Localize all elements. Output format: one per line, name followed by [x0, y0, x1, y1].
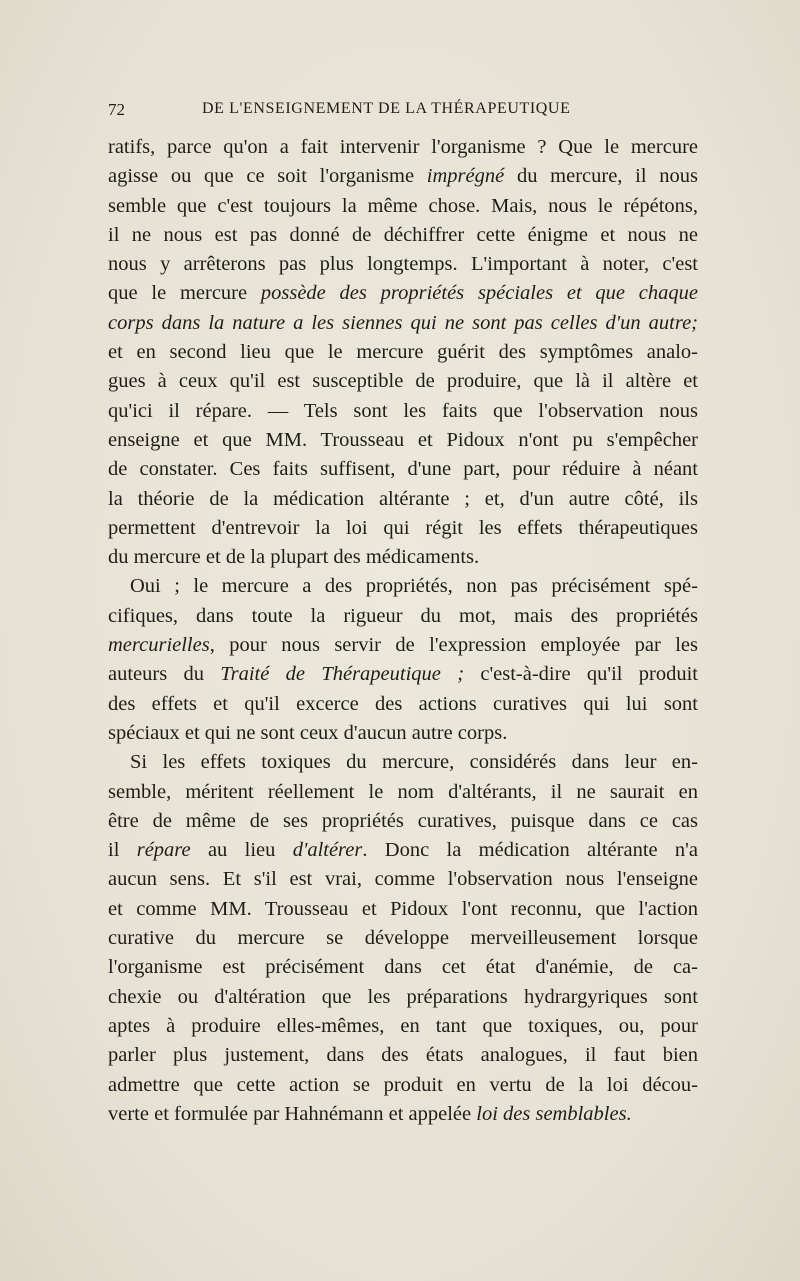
text-line [108, 924, 698, 953]
line-segment: et en second lieu que le mercure guérit des symptômes analo- [108, 341, 698, 364]
line-segment: ratifs, parce qu'on a fait intervenir l'organisme ? Que le mercure [108, 136, 698, 158]
text-line [108, 572, 698, 601]
running-head: DE L'ENSEIGNEMENT DE LA THÉRAPEUTIQUE [202, 100, 571, 117]
text-line [108, 397, 698, 426]
line-segment: du mercure, il nous [504, 165, 699, 188]
line-segment: l'organisme est précisément dans cet état d'anémie, de ca- [108, 956, 698, 979]
text-line [108, 367, 698, 396]
line-segment: c'est-à-dire qu'il produit [464, 663, 698, 686]
line-segment: imprégné [426, 165, 505, 188]
text-line [108, 309, 698, 338]
text-line [108, 1012, 698, 1041]
text-line [108, 1041, 698, 1070]
line-segment: Si les effets toxiques du mercure, considérés dans leur en- [130, 751, 698, 774]
text-line [108, 543, 698, 572]
text-line [108, 338, 698, 367]
text-line [108, 807, 698, 836]
line-segment: au lieu [190, 839, 293, 862]
text-line [108, 133, 698, 162]
text-line [108, 192, 698, 221]
text-line [108, 836, 698, 865]
line-segment: cifiques, dans toute la rigueur du mot, mais des propriétés [108, 604, 698, 627]
text-line [108, 279, 698, 308]
line-segment: spéciaux et qui ne sont ceux d'aucun autre corps. [108, 721, 508, 744]
line-segment: chexie ou d'altération que les préparations hydrargyriques sont [108, 985, 698, 1008]
line-segment: et comme MM. Trousseau et Pidoux l'ont reconnu, que l'action [108, 897, 698, 920]
line-segment: aucun sens. Et s'il est vrai, comme l'observation nous l'enseigne [108, 868, 698, 891]
line-segment: agisse ou que ce soit l'organisme [108, 165, 427, 188]
line-segment: qu'ici il répare. — Tels sont les faits que l'observation nous [108, 399, 698, 422]
line-segment: Oui ; le mercure a des propriétés, non pas précisément spé- [130, 575, 698, 598]
line-segment: permettent d'entrevoir la loi qui régit les effets thérapeutiques [108, 516, 698, 539]
line-segment: d'altérer [292, 839, 363, 862]
line-segment: de constater. Ces faits suffisent, d'une part, pour réduire à néant [108, 458, 698, 481]
text-line [108, 631, 698, 660]
line-segment: que le mercure [108, 282, 261, 305]
line-segment: semble, méritent réellement le nom d'altérants, il ne saurait en [108, 780, 698, 803]
text-line [108, 485, 698, 514]
text-line [108, 221, 698, 250]
text-line [108, 1071, 698, 1100]
line-segment: curative du mercure se développe merveilleusement lorsque [108, 927, 698, 950]
line-segment: semble que c'est toujours la même chose. Mais, nous le répétons, [108, 194, 698, 217]
line-segment: . Donc la médication altérante n'a [362, 839, 698, 862]
text-line [108, 455, 698, 484]
line-segment: corps dans la nature a les siennes qui ne sont pas celles d'un autre; [108, 311, 698, 334]
text-line [108, 602, 698, 631]
line-segment: du mercure et de la plupart des médicaments. [108, 546, 480, 569]
text-line [108, 250, 698, 279]
line-segment: auteurs du [108, 663, 221, 686]
page-header [108, 100, 696, 128]
text-line [108, 426, 698, 455]
page-number: 72 [108, 100, 125, 119]
line-segment: mercurielles [108, 634, 210, 657]
text-line [108, 865, 698, 894]
text-line [108, 1100, 698, 1129]
line-segment: loi des semblables. [476, 1102, 632, 1125]
line-segment: il ne nous est pas donné de déchiffrer cette énigme et nous ne [108, 223, 698, 246]
line-segment: il [108, 839, 137, 862]
line-segment: verte et formulée par Hahnémann et appelée [108, 1102, 477, 1125]
text-line [108, 895, 698, 924]
line-segment: admettre que cette action se produit en vertu de la loi décou- [108, 1073, 698, 1096]
text-line [108, 719, 698, 748]
text-line [108, 778, 698, 807]
text-line [108, 162, 698, 191]
text-line [108, 514, 698, 543]
line-segment: nous y arrêterons pas plus longtemps. L'important à noter, c'est [108, 253, 698, 276]
line-segment: la théorie de la médication altérante ; et, d'un autre côté, ils [108, 487, 698, 510]
line-segment: gues à ceux qu'il est susceptible de produire, que là il altère et [108, 370, 698, 393]
line-segment: possède des propriétés spéciales et que chaque [260, 282, 698, 305]
line-segment: répare [136, 839, 191, 862]
text-line [108, 690, 698, 719]
text-line [108, 660, 698, 689]
line-segment: parler plus justement, dans des états analogues, il faut bien [108, 1044, 698, 1067]
body-text [108, 133, 698, 1129]
line-segment: aptes à produire elles-mêmes, en tant que toxiques, ou, pour [108, 1014, 698, 1037]
line-segment: enseigne et que MM. Trousseau et Pidoux n'ont pu s'empêcher [108, 428, 698, 451]
text-line [108, 748, 698, 777]
line-segment: des effets et qu'il excerce des actions curatives qui lui sont [108, 692, 698, 715]
line-segment: être de même de ses propriétés curatives, puisque dans ce cas [108, 809, 698, 832]
text-line [108, 983, 698, 1012]
line-segment: , pour nous servir de l'expression employée par les [209, 634, 698, 657]
line-segment: Traité de Thérapeutique ; [220, 663, 465, 686]
text-line [108, 953, 698, 982]
